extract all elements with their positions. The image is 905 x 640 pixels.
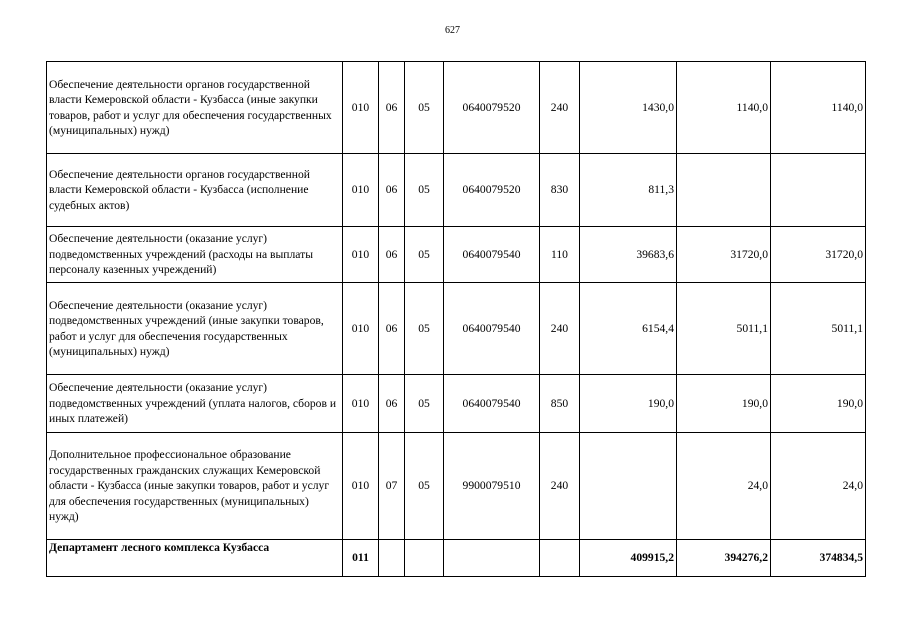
row-name: Дополнительное профессиональное образование государственных гражданских служащих Кемеровской области - Кузбасса (иные закупки товаров, работ и услуг для обеспечения государственных (муниципальных) нужд) xyxy=(47,433,343,540)
row-target xyxy=(444,540,540,577)
row-amount-year3 xyxy=(771,154,866,227)
row-amount-year2 xyxy=(677,154,771,227)
table-row xyxy=(47,283,866,375)
row-expense-type: 110 xyxy=(540,227,580,283)
row-section xyxy=(379,540,405,577)
row-expense-type: 830 xyxy=(540,154,580,227)
budget-table xyxy=(46,61,866,577)
row-amount-year3: 31720,0 xyxy=(771,227,866,283)
row-subsection: 05 xyxy=(405,375,444,433)
table-row-department-total xyxy=(47,540,866,577)
table-row xyxy=(47,154,866,227)
department-code: 011 xyxy=(343,540,379,577)
row-name: Обеспечение деятельности (оказание услуг) подведомственных учреждений (иные закупки товаров, работ и услуг для обеспечения государственных (муниципальных) нужд) xyxy=(47,283,343,375)
row-amount-year1: 39683,6 xyxy=(580,227,677,283)
row-target: 9900079510 xyxy=(444,433,540,540)
row-section: 06 xyxy=(379,227,405,283)
row-target: 0640079540 xyxy=(444,227,540,283)
row-subsection: 05 xyxy=(405,62,444,154)
row-section: 06 xyxy=(379,375,405,433)
row-section: 06 xyxy=(379,154,405,227)
row-subsection: 05 xyxy=(405,433,444,540)
row-amount-year1: 190,0 xyxy=(580,375,677,433)
table-row xyxy=(47,62,866,154)
row-expense-type: 850 xyxy=(540,375,580,433)
row-target: 0640079540 xyxy=(444,375,540,433)
row-expense-type xyxy=(540,540,580,577)
row-section: 07 xyxy=(379,433,405,540)
row-subsection: 05 xyxy=(405,227,444,283)
department-amount-year3: 374834,5 xyxy=(771,540,866,577)
row-name: Обеспечение деятельности (оказание услуг) подведомственных учреждений (расходы на выплаты персоналу казенных учреждений) xyxy=(47,227,343,283)
row-subsection xyxy=(405,540,444,577)
row-amount-year3: 5011,1 xyxy=(771,283,866,375)
row-name: Обеспечение деятельности (оказание услуг) подведомственных учреждений (уплата налогов, сборов и иных платежей) xyxy=(47,375,343,433)
row-name: Обеспечение деятельности органов государственной власти Кемеровской области - Кузбасса (иные закупки товаров, работ и услуг для обеспечения государственных (муниципальных) нужд) xyxy=(47,62,343,154)
row-target: 0640079540 xyxy=(444,283,540,375)
row-amount-year1: 6154,4 xyxy=(580,283,677,375)
row-code: 010 xyxy=(343,62,379,154)
department-amount-year2: 394276,2 xyxy=(677,540,771,577)
department-name: Департамент лесного комплекса Кузбасса xyxy=(47,540,343,577)
row-section: 06 xyxy=(379,62,405,154)
row-amount-year1: 811,3 xyxy=(580,154,677,227)
row-subsection: 05 xyxy=(405,154,444,227)
row-code: 010 xyxy=(343,375,379,433)
row-amount-year2: 31720,0 xyxy=(677,227,771,283)
row-expense-type: 240 xyxy=(540,283,580,375)
row-amount-year2: 24,0 xyxy=(677,433,771,540)
row-expense-type: 240 xyxy=(540,433,580,540)
row-expense-type: 240 xyxy=(540,62,580,154)
row-subsection: 05 xyxy=(405,283,444,375)
row-section: 06 xyxy=(379,283,405,375)
row-amount-year3: 190,0 xyxy=(771,375,866,433)
row-amount-year3: 1140,0 xyxy=(771,62,866,154)
table-row xyxy=(47,433,866,540)
row-name: Обеспечение деятельности органов государственной власти Кемеровской области - Кузбасса (исполнение судебных актов) xyxy=(47,154,343,227)
row-code: 010 xyxy=(343,283,379,375)
row-amount-year3: 24,0 xyxy=(771,433,866,540)
row-target: 0640079520 xyxy=(444,62,540,154)
row-code: 010 xyxy=(343,154,379,227)
department-amount-year1: 409915,2 xyxy=(580,540,677,577)
row-amount-year2: 1140,0 xyxy=(677,62,771,154)
row-amount-year1 xyxy=(580,433,677,540)
row-code: 010 xyxy=(343,433,379,540)
table-row xyxy=(47,227,866,283)
row-amount-year2: 190,0 xyxy=(677,375,771,433)
row-amount-year2: 5011,1 xyxy=(677,283,771,375)
row-amount-year1: 1430,0 xyxy=(580,62,677,154)
table-row xyxy=(47,375,866,433)
row-code: 010 xyxy=(343,227,379,283)
page-number: 627 xyxy=(445,25,460,36)
row-target: 0640079520 xyxy=(444,154,540,227)
